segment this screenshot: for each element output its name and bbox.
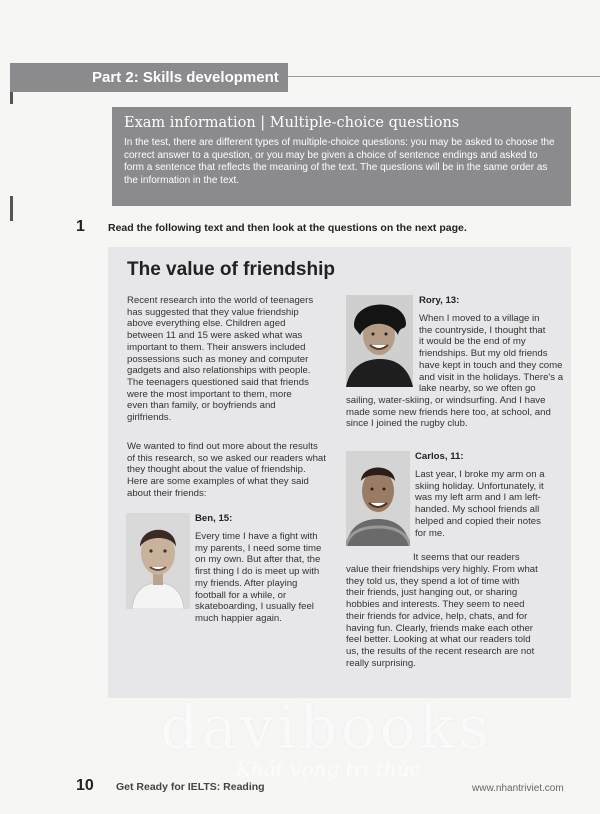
rory-photo [346, 295, 413, 387]
book-title: Get Ready for IELTS: Reading [116, 781, 265, 793]
article-panel [108, 247, 571, 698]
page-number: 10 [76, 777, 94, 794]
margin-bar [10, 196, 13, 221]
ben-name: Ben, 15: [195, 513, 233, 524]
watermark-tagline: Khát vọng tri thức [236, 757, 421, 781]
publisher-url: www.nhantriviet.com [472, 783, 564, 794]
watermark-brand: davibooks [160, 693, 493, 763]
ben-text: Every time I have a fight with my parents, I need some time on my own. But after that, the first thing I do is meet up with my friends. After playing football for a while, or skateboarding, I usually feel much happier again. [195, 531, 322, 624]
rory-text-a: When I moved to a village in the countryside, I thought that it would be the end of my friendships. But my old friends have kept in touch and they come and visit in the holidays. There's a lake nearby, so we often go [419, 313, 564, 395]
intro-paragraph-2: We wanted to find out more about the results of this research, so we asked our readers what they thought about the value of friendship. Here are some examples of what they said about their friends: [127, 441, 326, 499]
intro-paragraph-1: Recent research into the world of teenagers has suggested that they value friendship above everything else. Children aged between 11 and 15 were asked what was important to them. Their answers included possessions such as money and computer gadgets and also relationships with people. The teenagers questioned said that friends were the most important to them, more even than family, or boyfriends and girlfriends. [127, 295, 314, 424]
carlos-name: Carlos, 11: [415, 451, 464, 462]
rory-name: Rory, 13: [419, 295, 460, 306]
part-title: Part 2: Skills development [10, 63, 288, 92]
conclusion-lead: It seems that our readers [413, 552, 520, 563]
margin-bar-top [10, 92, 13, 104]
article-title: The value of friendship [127, 259, 335, 280]
ben-photo [126, 513, 190, 609]
rory-text-b: sailing, water-skiing, or windsurfing. And I have made some new friends here too, at school, and since I joined the rugby club. [346, 395, 551, 430]
exam-information-box [112, 107, 571, 206]
carlos-photo [346, 451, 410, 546]
carlos-text: Last year, I broke my arm on a skiing holiday. Unfortunately, it was my left arm and I am left- handed. My school friends all helped and copied their notes for me. [415, 469, 545, 539]
exam-info-title: Exam information | Multiple-choice questions [124, 115, 460, 131]
question-instruction: Read the following text and then look at the questions on the next page. [108, 222, 467, 234]
exam-info-text: In the test, there are different types of multiple-choice questions: you may be asked to choose the correct answer to a question, or you may be given a choice of sentence endings and asked to form a sentence that reflects the meaning of the text. The questions will be in the same order as the information in the text. [124, 137, 555, 186]
conclusion-text: value their friendships very highly. From what they told us, they spend a lot of time with their friends, just hanging out, or sharing hobbies and interests. They seem to need their friends for advice, help, chats, and for having fun. Clearly, friends make each other feel better. Looking at what our readers told us, the results of the recent research are not really surprising. [346, 564, 538, 669]
question-number: 1 [76, 218, 85, 235]
